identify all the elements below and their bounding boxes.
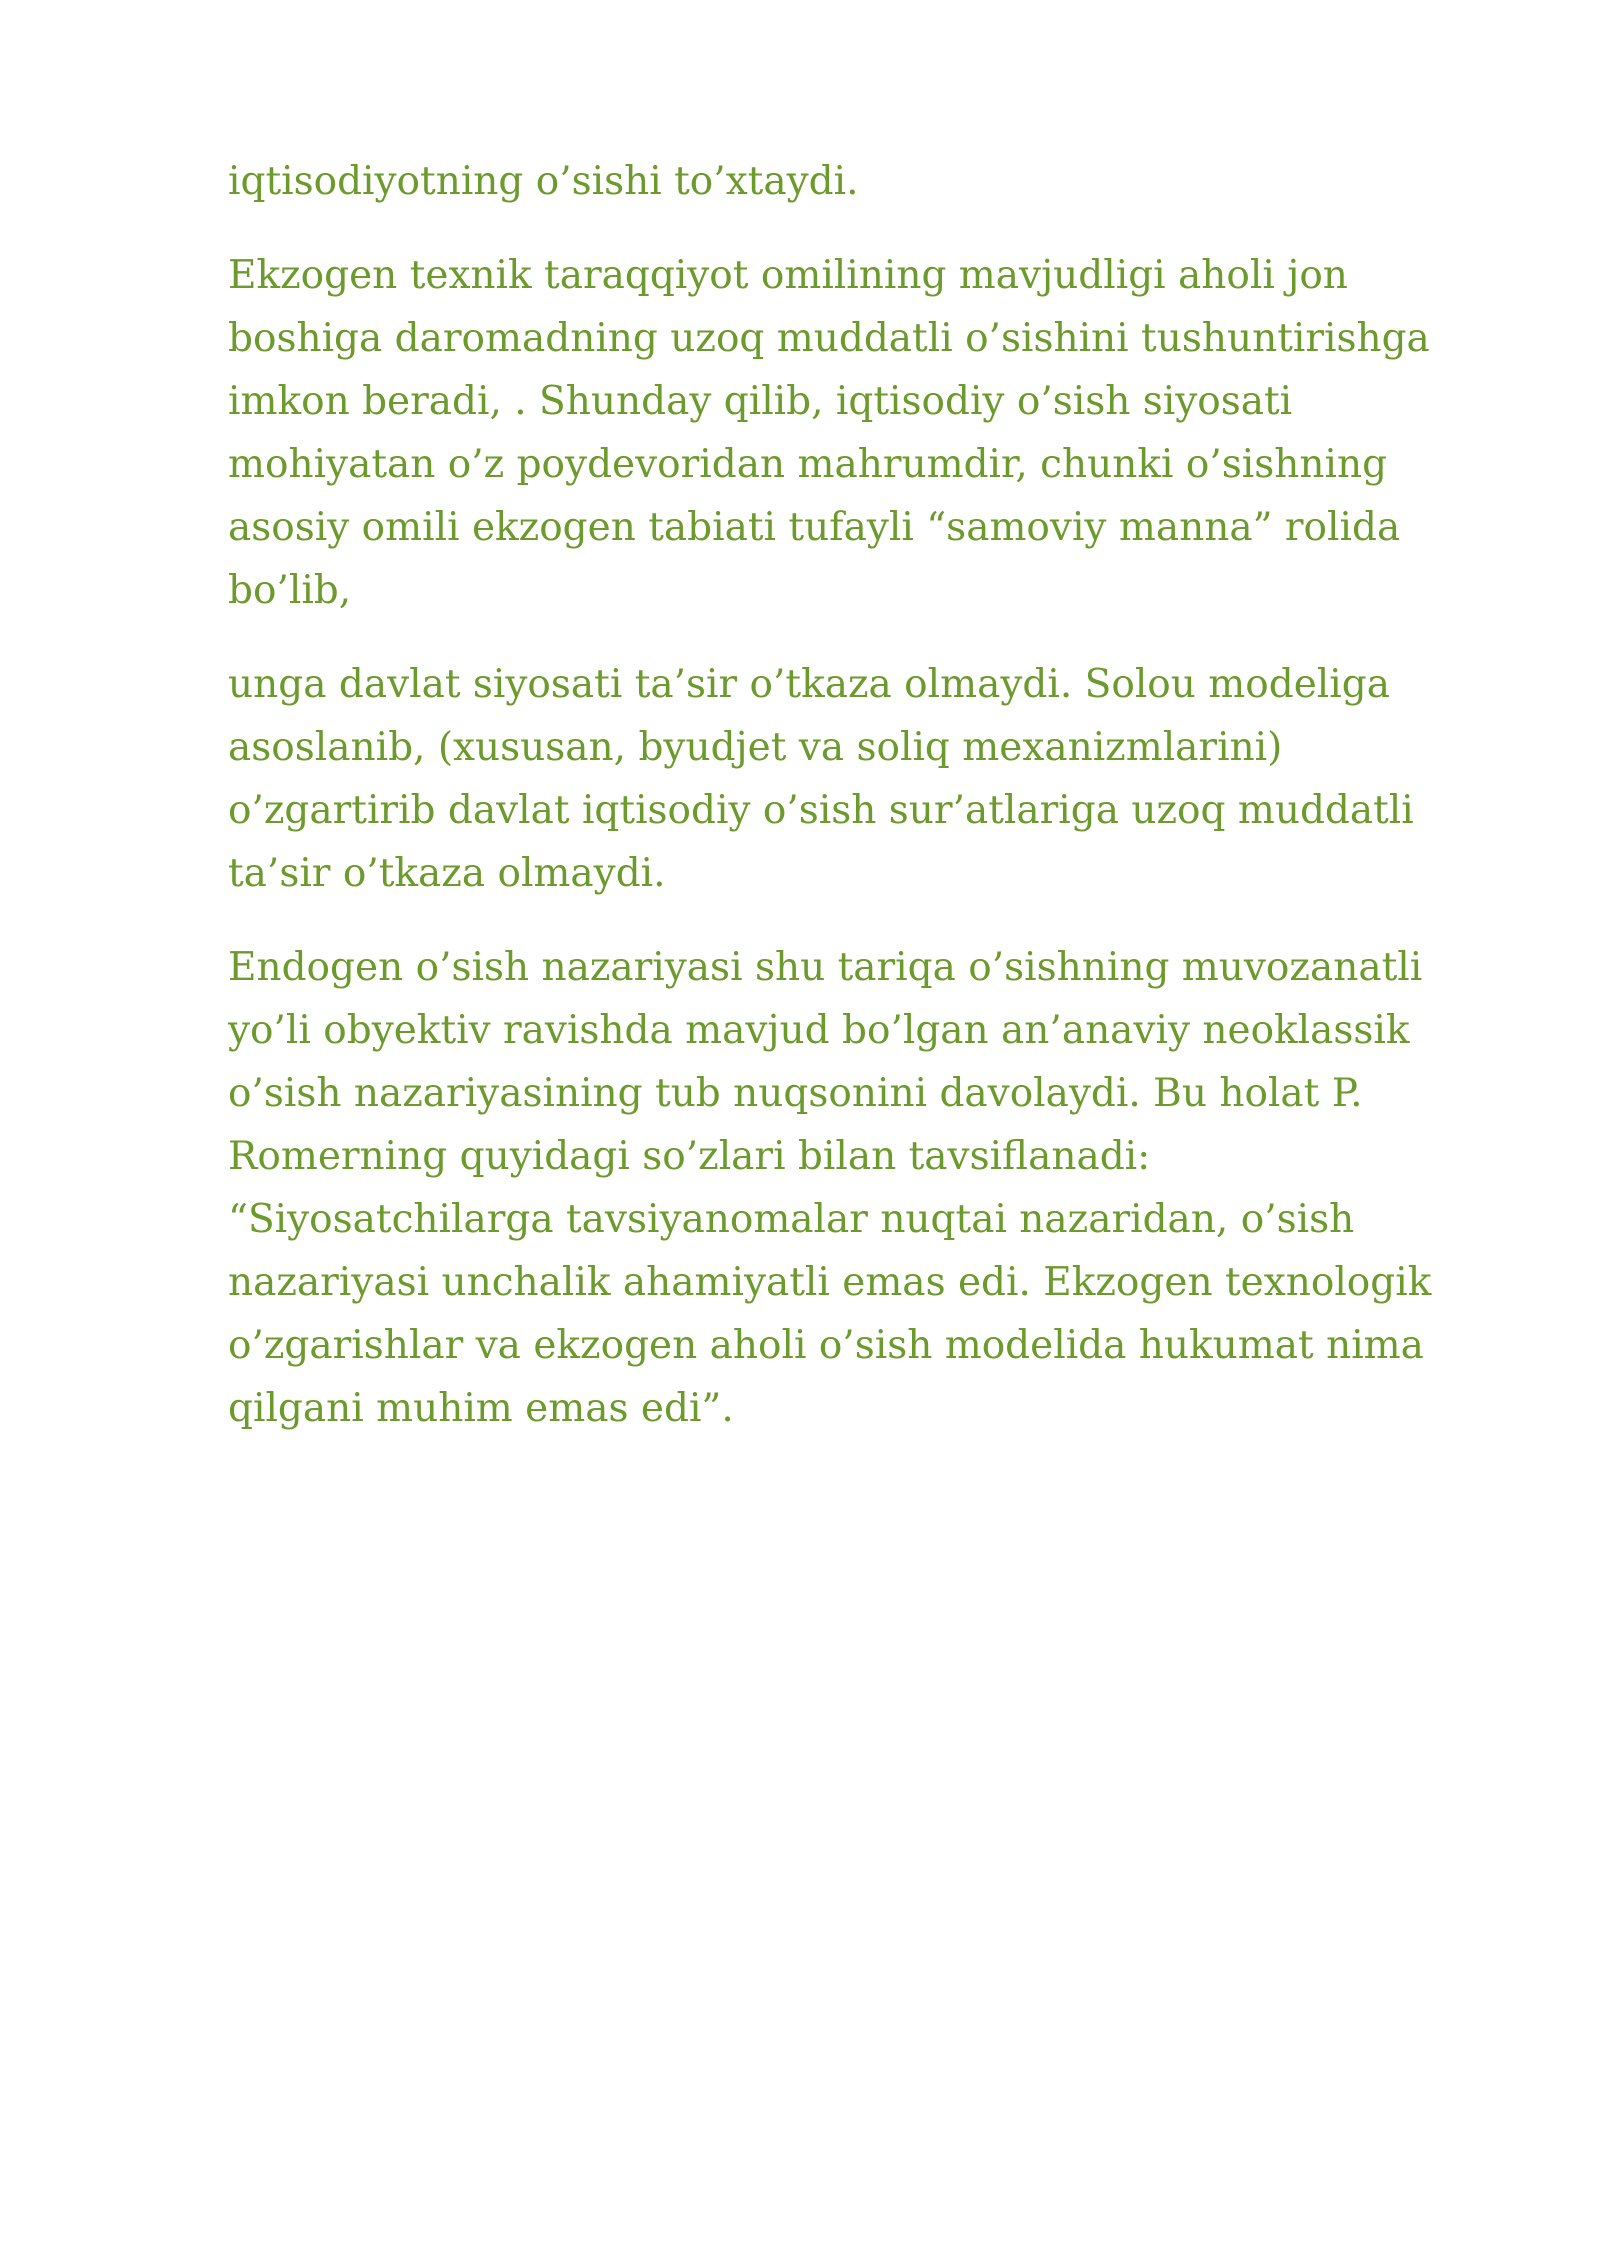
document-body	[228, 150, 1488, 1471]
paragraph-exogenous-progress: Ekzogen texnik taraqqiyot omilining mavjudligi aholi jon boshiga daromadning uzoq muddatli o’sishini tushuntirishga imkon beradi, . Shunday qilib, iqtisodiy o’sish siyosati mohiyatan o’z poydevoridan mahrumdir, chunki o’sishning asosiy omili ekzogen tabiati tufayli “samoviy manna” rolida bo’lib,	[228, 253, 1430, 613]
paragraph-continuation: iqtisodiyotning o’sishi to’xtaydi.	[228, 159, 859, 204]
paragraph-endogenous-growth: Endogen o’sish nazariyasi shu tariqa o’sishning muvozanatli yo’li obyektiv ravishda mavjud bo’lgan an’anaviy neoklassik o’sish nazariyasining tub nuqsonini davolaydi. Bu holat P. Romerning quyidagi so’zlari bilan tavsiflanadi: “Siyosatchilarga tavsiyanomalar nuqtai nazaridan, o’sish nazariyasi unchalik ahamiyatli emas edi. Ekzogen texnologik o’zgarishlar va ekzogen aholi o’sish modelida hukumat nima qilgani muhim emas edi”.	[228, 945, 1432, 1431]
paragraph-solow-model: unga davlat siyosati ta’sir o’tkaza olmaydi. Solou modeliga asoslanib, (xususan, byudjet va soliq mexanizmlarini) o’zgartirib davlat iqtisodiy o’sish sur’atlariga uzoq muddatli ta’sir o’tkaza olmaydi.	[228, 662, 1414, 896]
